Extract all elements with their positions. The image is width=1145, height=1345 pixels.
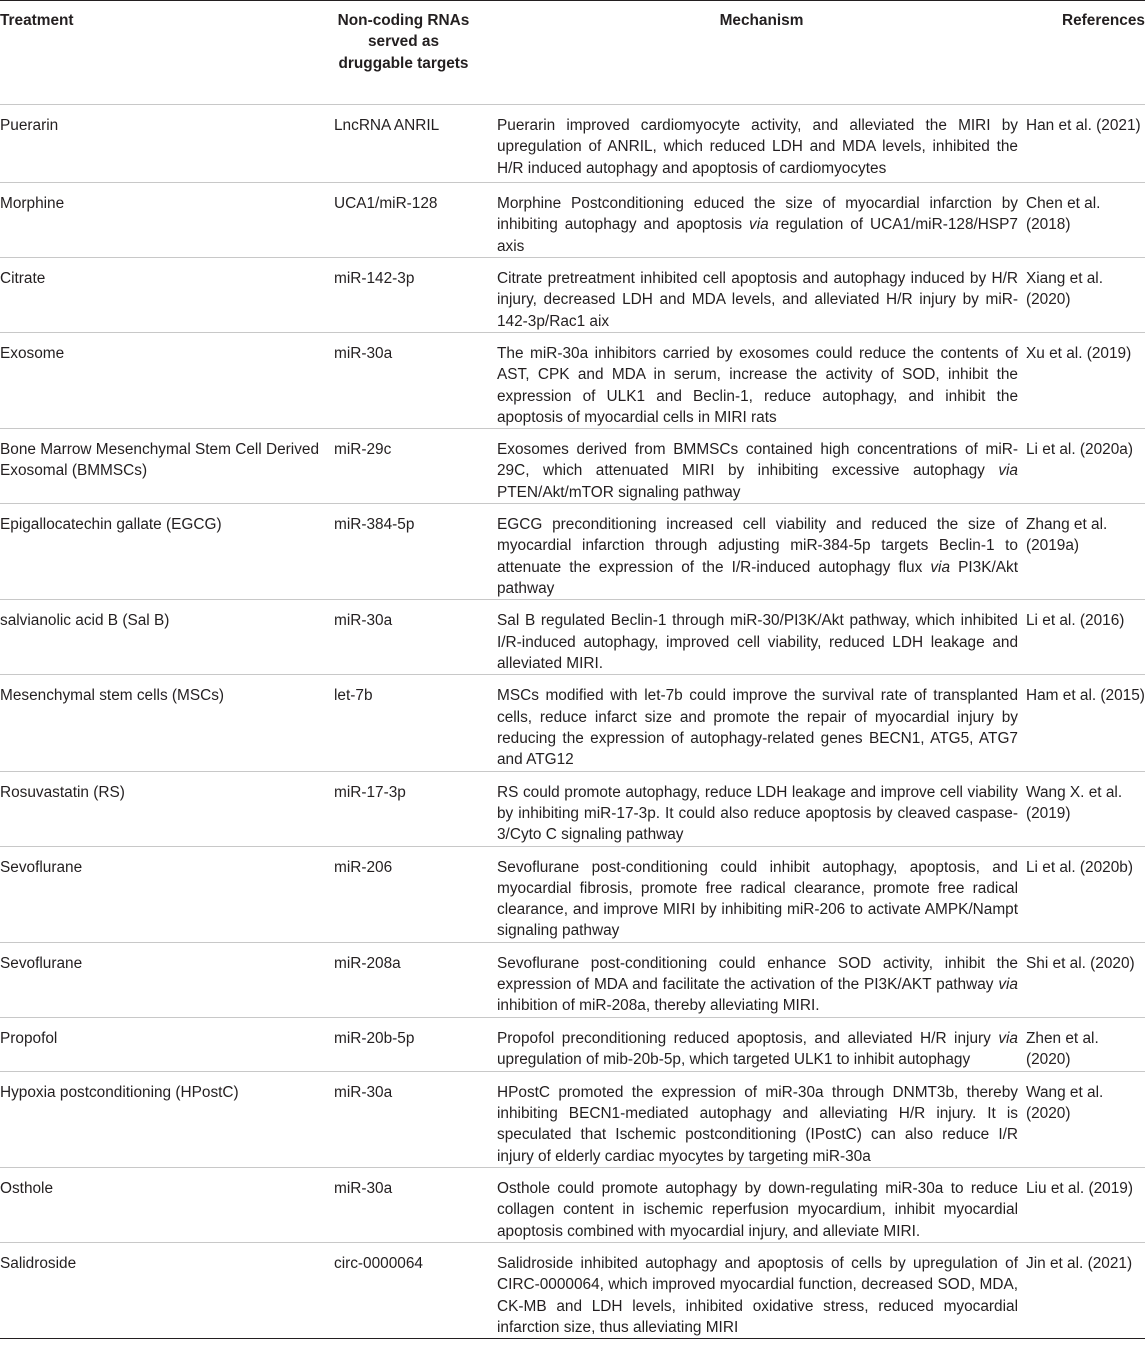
target-cell: miR-20b-5p (334, 1017, 497, 1071)
table-row (0, 333, 1145, 429)
target-cell: circ-0000064 (334, 1242, 497, 1338)
mechanism-cell: The miR-30a inhibitors carried by exosomes could reduce the contents of AST, CPK and MDA in serum, increase the activity of SOD, inhibit the expression of ULK1 and Beclin-1, reduce autophagy, and inhibit the apoptosis of myocardial cells in MIRI rats (497, 333, 1026, 429)
reference-cell: Jin et al. (2021) (1026, 1242, 1145, 1338)
treatment-cell: Citrate (0, 258, 334, 333)
target-cell: miR-142-3p (334, 258, 497, 333)
mechanism-cell: RS could promote autophagy, reduce LDH leakage and improve cell viability by inhibiting miR-17-3p. It could also reduce apoptosis by cleaved caspase-3/Cyto C signaling pathway (497, 771, 1026, 846)
treatment-cell: Sevoflurane (0, 846, 334, 942)
header-mechanism: Mechanism (497, 1, 1026, 105)
target-cell: miR-30a (334, 1071, 497, 1167)
mechanism-cell: Salidroside inhibited autophagy and apoptosis of cells by upregulation of CIRC-0000064, which improved myocardial function, decreased SOD, MDA, CK-MB and LDH levels, inhibited oxidative stress, reduced myocardial infarction size, thus alleviating MIRI (497, 1242, 1026, 1338)
mechanism-cell: Osthole could promote autophagy by down-regulating miR-30a to reduce collagen content in ischemic reperfusion myocardium, inhibit myocardial apoptosis combined with myocardial injury, and alleviate MIRI. (497, 1167, 1026, 1242)
table-row (0, 105, 1145, 183)
reference-cell: Han et al. (2021) (1026, 105, 1145, 183)
table-row (0, 771, 1145, 846)
mechanism-cell: MSCs modified with let-7b could improve the survival rate of transplanted cells, reduce infarct size and promote the repair of myocardial injury by reducing the expression of autophagy-related genes BECN1, ATG5, ATG7 and ATG12 (497, 675, 1026, 771)
table-row (0, 1167, 1145, 1242)
table-row (0, 600, 1145, 675)
mechanism-cell: Morphine Postconditioning educed the size of myocardial infarction by inhibiting autophagy and apoptosis via regulation of UCA1/miR-128/HSP7 axis (497, 183, 1026, 258)
header-treatment: Treatment (0, 1, 334, 105)
treatment-cell: Salidroside (0, 1242, 334, 1338)
mechanism-cell: Exosomes derived from BMMSCs contained high concentrations of miR-29C, which attenuated MIRI by inhibiting excessive autophagy via PTEN/Akt/mTOR signaling pathway (497, 429, 1026, 504)
table-row (0, 942, 1145, 1017)
reference-cell: Ham et al. (2015) (1026, 675, 1145, 771)
mechanism-cell: Propofol preconditioning reduced apoptosis, and alleviated H/R injury via upregulation of mib-20b-5p, which targeted ULK1 to inhibit autophagy (497, 1017, 1026, 1071)
mechanism-cell: EGCG preconditioning increased cell viability and reduced the size of myocardial infarction through adjusting miR-384-5p targets Beclin-1 to attenuate the expression of the I/R-induced autophagy flux via PI3K/Akt pathway (497, 504, 1026, 600)
table-row (0, 1242, 1145, 1338)
treatment-cell: Puerarin (0, 105, 334, 183)
treatment-cell: Sevoflurane (0, 942, 334, 1017)
header-references: References (1026, 1, 1145, 105)
header-noncoding-rnas: Non-coding RNAs served as druggable targets (334, 1, 497, 105)
table-row (0, 429, 1145, 504)
reference-cell: Chen et al. (2018) (1026, 183, 1145, 258)
target-cell: miR-206 (334, 846, 497, 942)
target-cell: miR-208a (334, 942, 497, 1017)
treatment-cell: salvianolic acid B (Sal B) (0, 600, 334, 675)
target-cell: LncRNA ANRIL (334, 105, 497, 183)
reference-cell: Li et al. (2020b) (1026, 846, 1145, 942)
table-row (0, 846, 1145, 942)
reference-cell: Zhang et al. (2019a) (1026, 504, 1145, 600)
reference-cell: Xiang et al. (2020) (1026, 258, 1145, 333)
mechanism-cell: Sevoflurane post-conditioning could enhance SOD activity, inhibit the expression of MDA and facilitate the activation of the PI3K/AKT pathway via inhibition of miR-208a, thereby alleviating MIRI. (497, 942, 1026, 1017)
mechanism-cell: Citrate pretreatment inhibited cell apoptosis and autophagy induced by H/R injury, decreased LDH and MDA levels, and alleviated H/R injury by miR-142-3p/Rac1 aix (497, 258, 1026, 333)
target-cell: miR-384-5p (334, 504, 497, 600)
treatment-cell: Bone Marrow Mesenchymal Stem Cell Derived Exosomal (BMMSCs) (0, 429, 334, 504)
treatment-cell: Mesenchymal stem cells (MSCs) (0, 675, 334, 771)
treatment-cell: Epigallocatechin gallate (EGCG) (0, 504, 334, 600)
reference-cell: Xu et al. (2019) (1026, 333, 1145, 429)
reference-cell: Wang X. et al. (2019) (1026, 771, 1145, 846)
table-row (0, 1017, 1145, 1071)
reference-cell: Liu et al. (2019) (1026, 1167, 1145, 1242)
treatment-cell: Rosuvastatin (RS) (0, 771, 334, 846)
reference-cell: Zhen et al. (2020) (1026, 1017, 1145, 1071)
treatment-cell: Osthole (0, 1167, 334, 1242)
table-row (0, 258, 1145, 333)
table-row (0, 183, 1145, 258)
table-header (0, 1, 1145, 105)
reference-cell: Wang et al. (2020) (1026, 1071, 1145, 1167)
reference-cell: Li et al. (2020a) (1026, 429, 1145, 504)
reference-cell: Shi et al. (2020) (1026, 942, 1145, 1017)
table-body (0, 105, 1145, 1339)
target-cell: UCA1/miR-128 (334, 183, 497, 258)
target-cell: miR-29c (334, 429, 497, 504)
treatment-cell: Morphine (0, 183, 334, 258)
reference-cell: Li et al. (2016) (1026, 600, 1145, 675)
target-cell: miR-17-3p (334, 771, 497, 846)
treatment-cell: Exosome (0, 333, 334, 429)
table-row (0, 504, 1145, 600)
table-row (0, 675, 1145, 771)
target-cell: miR-30a (334, 600, 497, 675)
treatment-cell: Hypoxia postconditioning (HPostC) (0, 1071, 334, 1167)
header-row (0, 1, 1145, 105)
table-row (0, 1071, 1145, 1167)
target-cell: miR-30a (334, 1167, 497, 1242)
target-cell: let-7b (334, 675, 497, 771)
mechanism-cell: Puerarin improved cardiomyocyte activity, and alleviated the MIRI by upregulation of ANRIL, which reduced LDH and MDA levels, inhibited the H/R induced autophagy and apoptosis of cardiomyocytes (497, 105, 1026, 183)
treatment-cell: Propofol (0, 1017, 334, 1071)
mechanism-cell: Sevoflurane post-conditioning could inhibit autophagy, apoptosis, and myocardial fibrosis, promote free radical clearance, promote free radical clearance, and improve MIRI by inhibiting miR-206 to activate AMPK/Nampt signaling pathway (497, 846, 1026, 942)
target-cell: miR-30a (334, 333, 497, 429)
mechanism-cell: Sal B regulated Beclin-1 through miR-30/PI3K/Akt pathway, which inhibited I/R-induced autophagy, improved cell viability, reduced LDH leakage and alleviated MIRI. (497, 600, 1026, 675)
mechanism-cell: HPostC promoted the expression of miR-30a through DNMT3b, thereby inhibiting BECN1-mediated autophagy and alleviating H/R injury. It is speculated that Ischemic postconditioning (IPostC) can also reduce I/R injury of elderly cardiac myocytes by targeting miR-30a (497, 1071, 1026, 1167)
